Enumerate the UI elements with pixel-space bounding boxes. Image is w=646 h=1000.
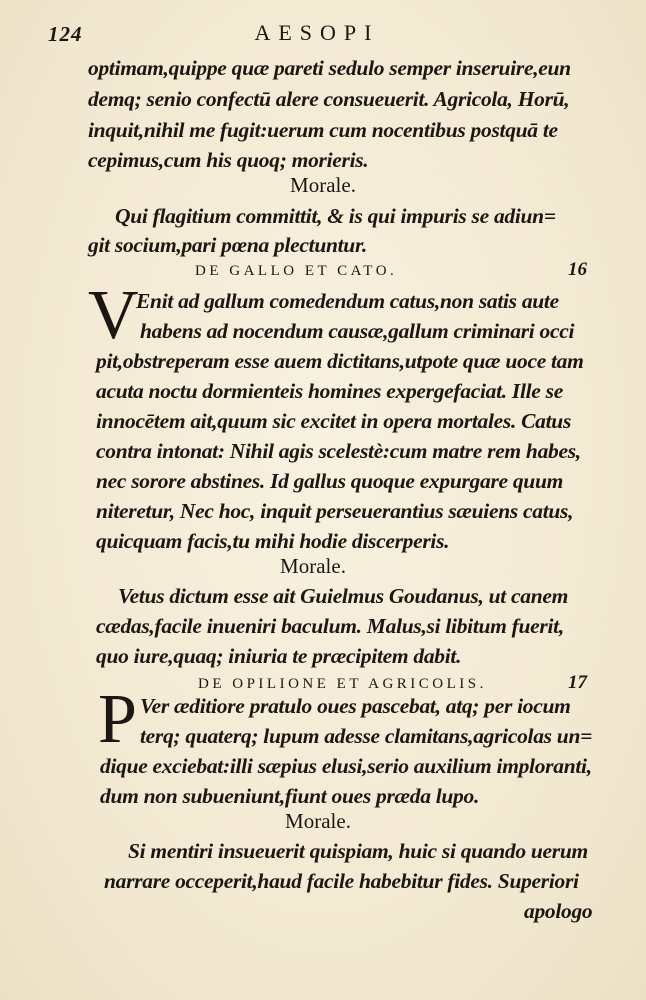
text-line: optimam,quippe quæ pareti sedulo semper inseruire,eun	[88, 56, 571, 80]
page-number: 124	[48, 22, 83, 46]
fable-title: DE GALLO ET CATO.	[195, 263, 398, 279]
moral-heading: Morale.	[280, 554, 346, 578]
moral-line: Qui flagitium committit, & is qui impuris se adiun=	[115, 204, 556, 228]
text-line: habens ad nocendum causæ,gallum criminari occi	[140, 319, 575, 343]
text-line: contra intonat: Nihil agis scelestè:cum matre rem habes,	[96, 439, 581, 463]
moral-line: narrare occeperit,haud facile habebitur fides. Superiori	[104, 869, 579, 893]
text-line: dum non subueniunt,fiunt oues præda lupo.	[100, 784, 480, 808]
text-line: innocētem ait,quum sic excitet in opera mortales. Catus	[96, 409, 572, 433]
moral-line: quo iure,quaq; iniuria te præcipitem dabit.	[96, 644, 462, 668]
text-line: pit,obstreperam esse auem dictitans,utpote quæ uoce tam	[96, 349, 584, 373]
text-line: Enit ad gallum comedendum catus,non satis aute	[136, 289, 559, 313]
text-line: niteretur, Nec hoc, inquit perseuerantius sæuiens catus,	[96, 499, 574, 523]
fable-title: DE OPILIONE ET AGRICOLIS.	[198, 676, 487, 692]
moral-line: Vetus dictum esse ait Guielmus Goudanus, ut canem	[118, 584, 569, 608]
drop-capital: P	[98, 681, 137, 758]
catchword: apologo	[524, 899, 593, 923]
text-line: dique exciebat:illi sæpius elusi,serio auxilium imploranti,	[100, 754, 592, 778]
text-line: terq; quaterq; lupum adesse clamitans,agricolas un=	[140, 724, 593, 748]
text-line: inquit,nihil me fugit:uerum cum nocentibus postquā te	[88, 118, 558, 142]
page-header	[48, 20, 586, 48]
fable-number: 17	[568, 672, 587, 693]
moral-line: git socium,pari pœna plectuntur.	[88, 233, 367, 257]
fable-number: 16	[568, 259, 587, 280]
text-line: quicquam facis,tu mihi hodie discerperis.	[96, 529, 450, 553]
running-title: AESOPI	[254, 20, 380, 45]
moral-heading: Morale.	[290, 173, 356, 197]
moral-line: Si mentiri insueuerit quispiam, huic si quando uerum	[128, 839, 588, 863]
text-line: acuta noctu dormienteis homines expergefaciat. Ille se	[96, 379, 563, 403]
drop-capital: V	[88, 277, 139, 354]
moral-heading: Morale.	[285, 809, 351, 833]
moral-line: cædas,facile inueniri baculum. Malus,si libitum fuerit,	[96, 614, 564, 638]
text-line: demq; senio confectū alere consueuerit. Agricola, Horū,	[88, 87, 570, 111]
text-line: Ver æditiore pratulo oues pascebat, atq; per iocum	[140, 694, 571, 718]
text-line: cepimus,cum his quoq; morieris.	[88, 148, 369, 172]
text-line: nec sorore abstines. Id gallus quoque expurgare quum	[96, 469, 564, 493]
